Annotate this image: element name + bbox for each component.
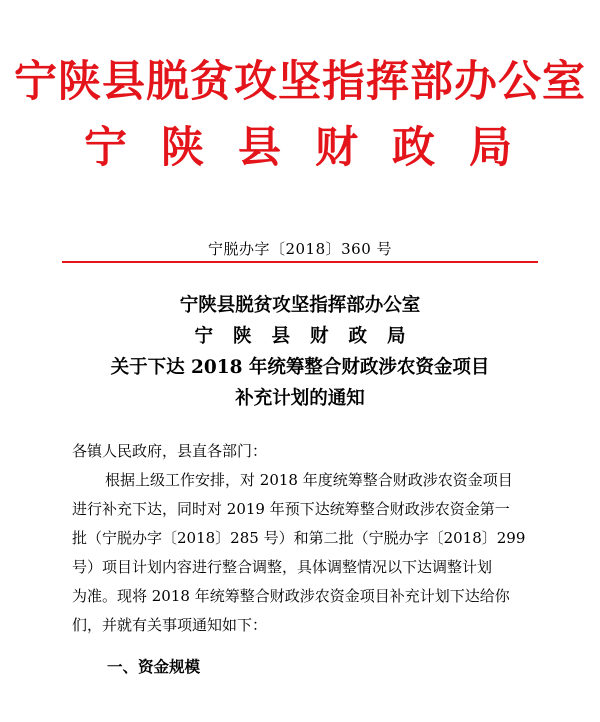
paragraph-line: 进行补充下达，同时对 2019 年预下达统筹整合财政涉农资金第一 xyxy=(72,500,510,518)
title-line-1: 宁陕县脱贫攻坚指挥部办公室 xyxy=(179,295,421,316)
paragraph-line: 们，并就有关事项通知如下： xyxy=(72,616,268,634)
issuer-name-line-2: 宁陕县财政局 xyxy=(84,123,546,173)
paragraph-line: 批（宁脱办字〔2018〕285 号）和第二批（宁脱办字〔2018〕299 xyxy=(72,529,526,547)
title-line-2: 宁陕县财政局 xyxy=(194,326,426,347)
paragraph-line: 号）项目计划内容进行整合调整，具体调整情况以下达调整计划 xyxy=(72,558,493,576)
red-separator-line xyxy=(62,261,538,263)
paragraph-line: 根据上级工作安排，对 2018 年度统筹整合财政涉农资金项目 xyxy=(105,471,513,489)
title-line-3: 关于下达 2018 年统筹整合财政涉农资金项目 xyxy=(110,357,490,378)
document-number: 宁脱办字〔2018〕360 号 xyxy=(207,240,393,258)
section-heading: 一、资金规模 xyxy=(107,658,201,676)
salutation: 各镇人民政府，县直各部门： xyxy=(72,442,268,460)
issuer-name-line-1: 宁陕县脱贫攻坚指挥部办公室 xyxy=(14,57,586,107)
body-paragraph xyxy=(72,466,542,646)
paragraph-line: 为准。现将 2018 年统筹整合财政涉农资金项目补充计划下达给你 xyxy=(72,587,510,605)
title-line-4: 补充计划的通知 xyxy=(235,388,365,409)
